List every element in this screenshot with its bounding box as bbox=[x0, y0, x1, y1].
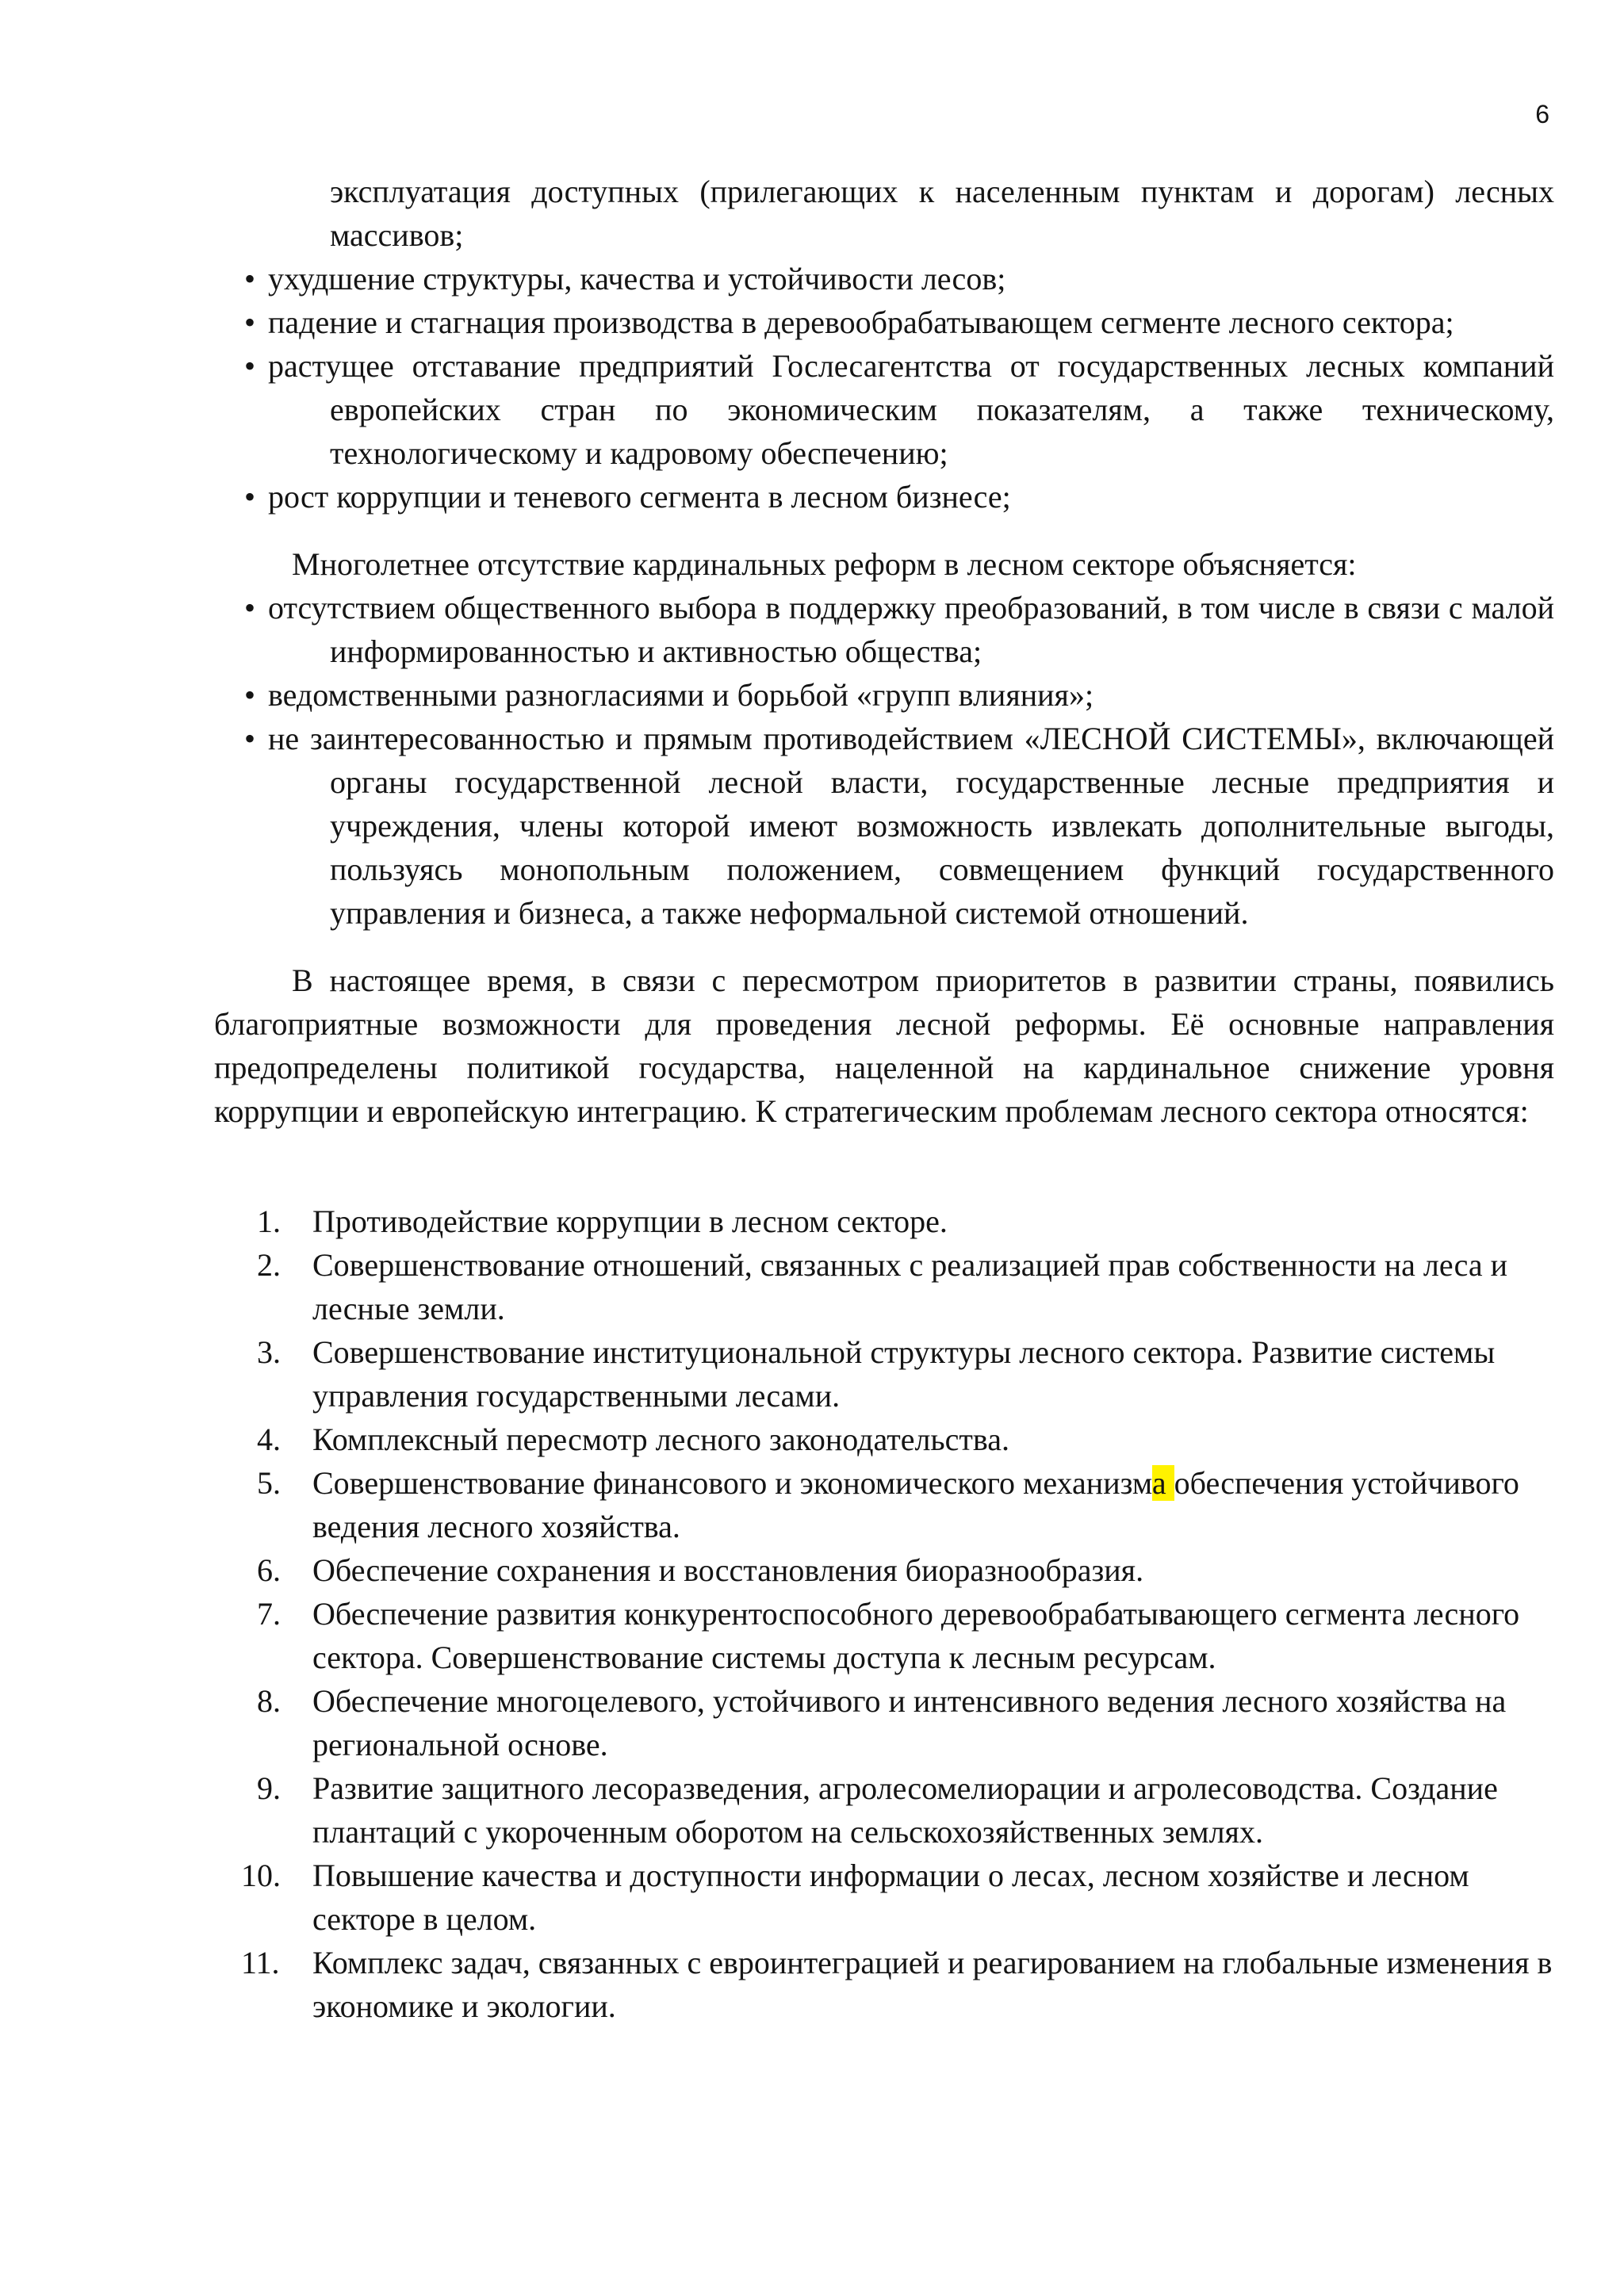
list-number: 8. bbox=[257, 1683, 281, 1719]
list-item: • рост коррупции и теневого сегмента в лесном бизнесе; bbox=[214, 475, 1554, 519]
bullet-icon: • bbox=[244, 304, 256, 340]
list-item: • ухудшение структуры, качества и устойчивости лесов; bbox=[214, 257, 1554, 300]
bullet-icon: • bbox=[244, 590, 256, 626]
list-item: 8. Обеспечение многоцелевого, устойчивого и интенсивного ведения лесного хозяйства на региональной основе. bbox=[214, 1679, 1554, 1766]
list-item: • падение и стагнация производства в деревообрабатывающем сегменте лесного сектора; bbox=[214, 300, 1554, 344]
list-item: 7. Обеспечение развития конкурентоспособного деревообрабатывающего сегмента лесного сектора. Совершенствование системы доступа к лесным ресурсам. bbox=[214, 1592, 1554, 1679]
list-number: 6. bbox=[257, 1552, 281, 1588]
bullet-list-reasons bbox=[214, 586, 1554, 935]
highlighted-text: а bbox=[1151, 1465, 1174, 1501]
list-item: 5. Совершенствование финансового и экономического механизма обеспечения устойчивого ведения лесного хозяйства. bbox=[214, 1461, 1554, 1548]
list-number: 11. bbox=[241, 1945, 280, 1980]
list-item: • растущее отставание предприятий Гослесагентства от государственных лесных компаний европейских стран по экономическим показателям, а также техническому, технологическому и кадровому обеспечению; bbox=[214, 344, 1554, 475]
list-item: 1. Противодействие коррупции в лесном секторе. bbox=[214, 1200, 1554, 1243]
bullet-list-problems bbox=[214, 257, 1554, 519]
page-number: 6 bbox=[1535, 100, 1549, 128]
list-number: 4. bbox=[257, 1422, 281, 1457]
bullet-icon: • bbox=[244, 348, 256, 384]
document-body bbox=[214, 170, 1554, 2028]
list-number: 9. bbox=[257, 1770, 281, 1806]
list-number: 3. bbox=[257, 1334, 281, 1370]
reform-paragraph: В настоящее время, в связи с пересмотром приоритетов в развитии страны, появились благоприятные возможности для проведения лесной реформы. Её основные направления предопределены политикой государства, нацеленной на кардинальное снижение уровня коррупции и европейскую интеграцию. К стратегическим проблемам лесного сектора относятся: bbox=[214, 962, 1554, 1129]
bullet-icon: • bbox=[244, 721, 256, 756]
list-number: 7. bbox=[257, 1596, 281, 1632]
list-item: • отсутствием общественного выбора в поддержку преобразований, в том числе в связи с малой информированностью и активностью общества; bbox=[214, 586, 1554, 673]
list-number: 5. bbox=[257, 1465, 281, 1501]
list-number: 2. bbox=[257, 1247, 281, 1283]
strategic-problems-list bbox=[214, 1200, 1554, 2028]
list-item: 9. Развитие защитного лесоразведения, агролесомелиорации и агролесоводства. Создание плантаций с укороченным оборотом на сельскохозяйственных землях. bbox=[214, 1766, 1554, 1854]
list-item: • не заинтересованностью и прямым противодействием «ЛЕСНОЙ СИСТЕМЫ», включающей органы государственной лесной власти, государственные лесные предприятия и учреждения, члены которой имеют возможность извлекать дополнительные выгоды, пользуясь монопольным положением, совмещением функций государственного управления и бизнеса, а также неформальной системой отношений. bbox=[214, 717, 1554, 935]
list-item: 6. Обеспечение сохранения и восстановления биоразнообразия. bbox=[214, 1548, 1554, 1592]
bullet-icon: • bbox=[244, 677, 256, 713]
continuation-text: эксплуатация доступных (прилегающих к населенным пунктам и дорогам) лесных массивов; bbox=[330, 174, 1554, 253]
list-number: 1. bbox=[257, 1203, 281, 1239]
list-item: 4. Комплексный пересмотр лесного законодательства. bbox=[214, 1418, 1554, 1461]
list-item: 10. Повышение качества и доступности информации о лесах, лесном хозяйстве и лесном секторе в целом. bbox=[214, 1854, 1554, 1941]
reasons-intro: Многолетнее отсутствие кардинальных реформ в лесном секторе объясняется: bbox=[292, 546, 1357, 582]
list-item: 3. Совершенствование институциональной структуры лесного сектора. Развитие системы управления государственными лесами. bbox=[214, 1330, 1554, 1418]
list-item: 11. Комплекс задач, связанных с евроинтеграцией и реагированием на глобальные изменения в экономике и экологии. bbox=[214, 1941, 1554, 2028]
list-number: 10. bbox=[241, 1858, 281, 1893]
list-item: 2. Совершенствование отношений, связанных с реализацией прав собственности на леса и лесные земли. bbox=[214, 1243, 1554, 1330]
list-item: • ведомственными разногласиями и борьбой «групп влияния»; bbox=[214, 673, 1554, 717]
bullet-icon: • bbox=[244, 261, 256, 297]
bullet-icon: • bbox=[244, 479, 256, 515]
